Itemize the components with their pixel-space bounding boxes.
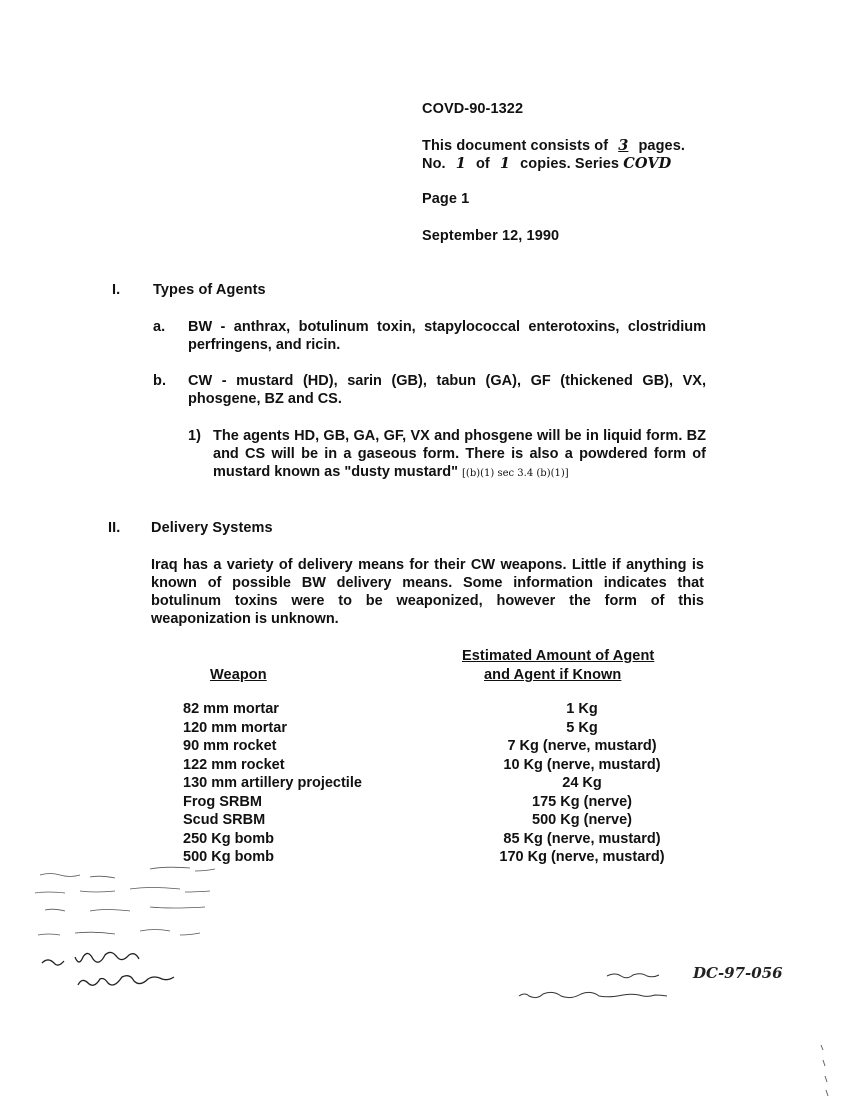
table-row-amount: 170 Kg (nerve, mustard) bbox=[499, 849, 665, 865]
of-label: of bbox=[475, 156, 490, 172]
section-2-title: Delivery Systems bbox=[151, 520, 273, 536]
redaction-marker: [(b)(1) sec 3.4 (b)(1)] bbox=[462, 468, 569, 479]
page-label: Page 1 bbox=[422, 191, 470, 207]
table-row-amount: 85 Kg (nerve, mustard) bbox=[503, 830, 661, 847]
table-row-amount: 500 Kg (nerve) bbox=[532, 812, 632, 828]
copy-number: 1 bbox=[455, 155, 466, 172]
table-row-amount: 7 Kg (nerve, mustard) bbox=[507, 738, 657, 754]
edge-mark bbox=[815, 1040, 835, 1100]
copy-line bbox=[422, 155, 671, 173]
copies-suffix: copies. Series bbox=[520, 156, 620, 172]
series-code: COVD bbox=[623, 155, 672, 172]
table-row-weapon: 122 mm rocket bbox=[183, 756, 285, 773]
table-row-weapon: 130 mm artillery projectile bbox=[183, 775, 362, 791]
sub-item-1-body: The agents HD, GB, GA, GF, VX and phosgene will be in liquid form. BZ and CS will be in a gaseous form. There is also a powdered form of mustard known as "dusty mustard" bbox=[213, 428, 706, 480]
table-row-amount: 10 Kg (nerve, mustard) bbox=[503, 756, 661, 773]
table-row-weapon: Scud SRBM bbox=[183, 812, 266, 828]
handwritten-notes-scribble bbox=[30, 855, 230, 995]
section-1-title: Types of Agents bbox=[153, 282, 266, 298]
item-b-text: CW - mustard (HD), sarin (GB), tabun (GA), GF (thickened GB), VX, phosgene, BZ and CS. bbox=[188, 373, 706, 407]
item-b-letter: b. bbox=[153, 373, 167, 389]
sub-item-1-number: 1) bbox=[188, 428, 202, 444]
table-row-weapon: 82 mm mortar bbox=[183, 701, 279, 717]
stamp-id: DC-97-056 bbox=[693, 964, 783, 982]
table-row-weapon: 500 Kg bomb bbox=[183, 849, 275, 865]
stamp-scribble bbox=[515, 966, 695, 1006]
section-1-numeral: I. bbox=[112, 282, 121, 298]
col-weapon-header: Weapon bbox=[210, 667, 267, 683]
section-2-numeral: II. bbox=[108, 520, 121, 536]
document-number: COVD-90-1322 bbox=[422, 101, 524, 117]
consists-suffix: pages. bbox=[638, 138, 686, 154]
page-count-line bbox=[422, 137, 685, 155]
copies-total: 1 bbox=[499, 155, 511, 172]
consists-prefix: This document consists of bbox=[422, 138, 609, 154]
document-date: September 12, 1990 bbox=[422, 228, 560, 244]
delivery-paragraph: Iraq has a variety of delivery means for their CW weapons. Little if anything is known of possible BW delivery means. Some information indicates that botulinum toxins were to be weaponized, however the form of this weaponization is unknown. bbox=[151, 557, 704, 627]
item-a-letter: a. bbox=[153, 319, 166, 335]
col-amount-header-line2: and Agent if Known bbox=[484, 667, 622, 683]
col-amount-header-line1: Estimated Amount of Agent bbox=[462, 648, 655, 664]
table-row-weapon: 90 mm rocket bbox=[183, 738, 277, 754]
table-row-amount: 175 Kg (nerve) bbox=[532, 793, 632, 810]
table-row-amount: 24 Kg bbox=[562, 775, 602, 791]
table-row-amount: 5 Kg bbox=[566, 719, 598, 736]
table-row-weapon: Frog SRBM bbox=[183, 793, 262, 810]
no-label: No. bbox=[422, 156, 446, 172]
table-row-weapon: 120 mm mortar bbox=[183, 719, 287, 736]
item-a-text: BW - anthrax, botulinum toxin, stapylococcal enterotoxins, clostridium perfringens, and ricin. bbox=[188, 319, 706, 353]
pages-count: 3 bbox=[618, 137, 629, 154]
table-row-amount: 1 Kg bbox=[566, 701, 598, 717]
sub-item-1-text bbox=[213, 427, 706, 483]
table-row-weapon: 250 Kg bomb bbox=[183, 830, 275, 847]
